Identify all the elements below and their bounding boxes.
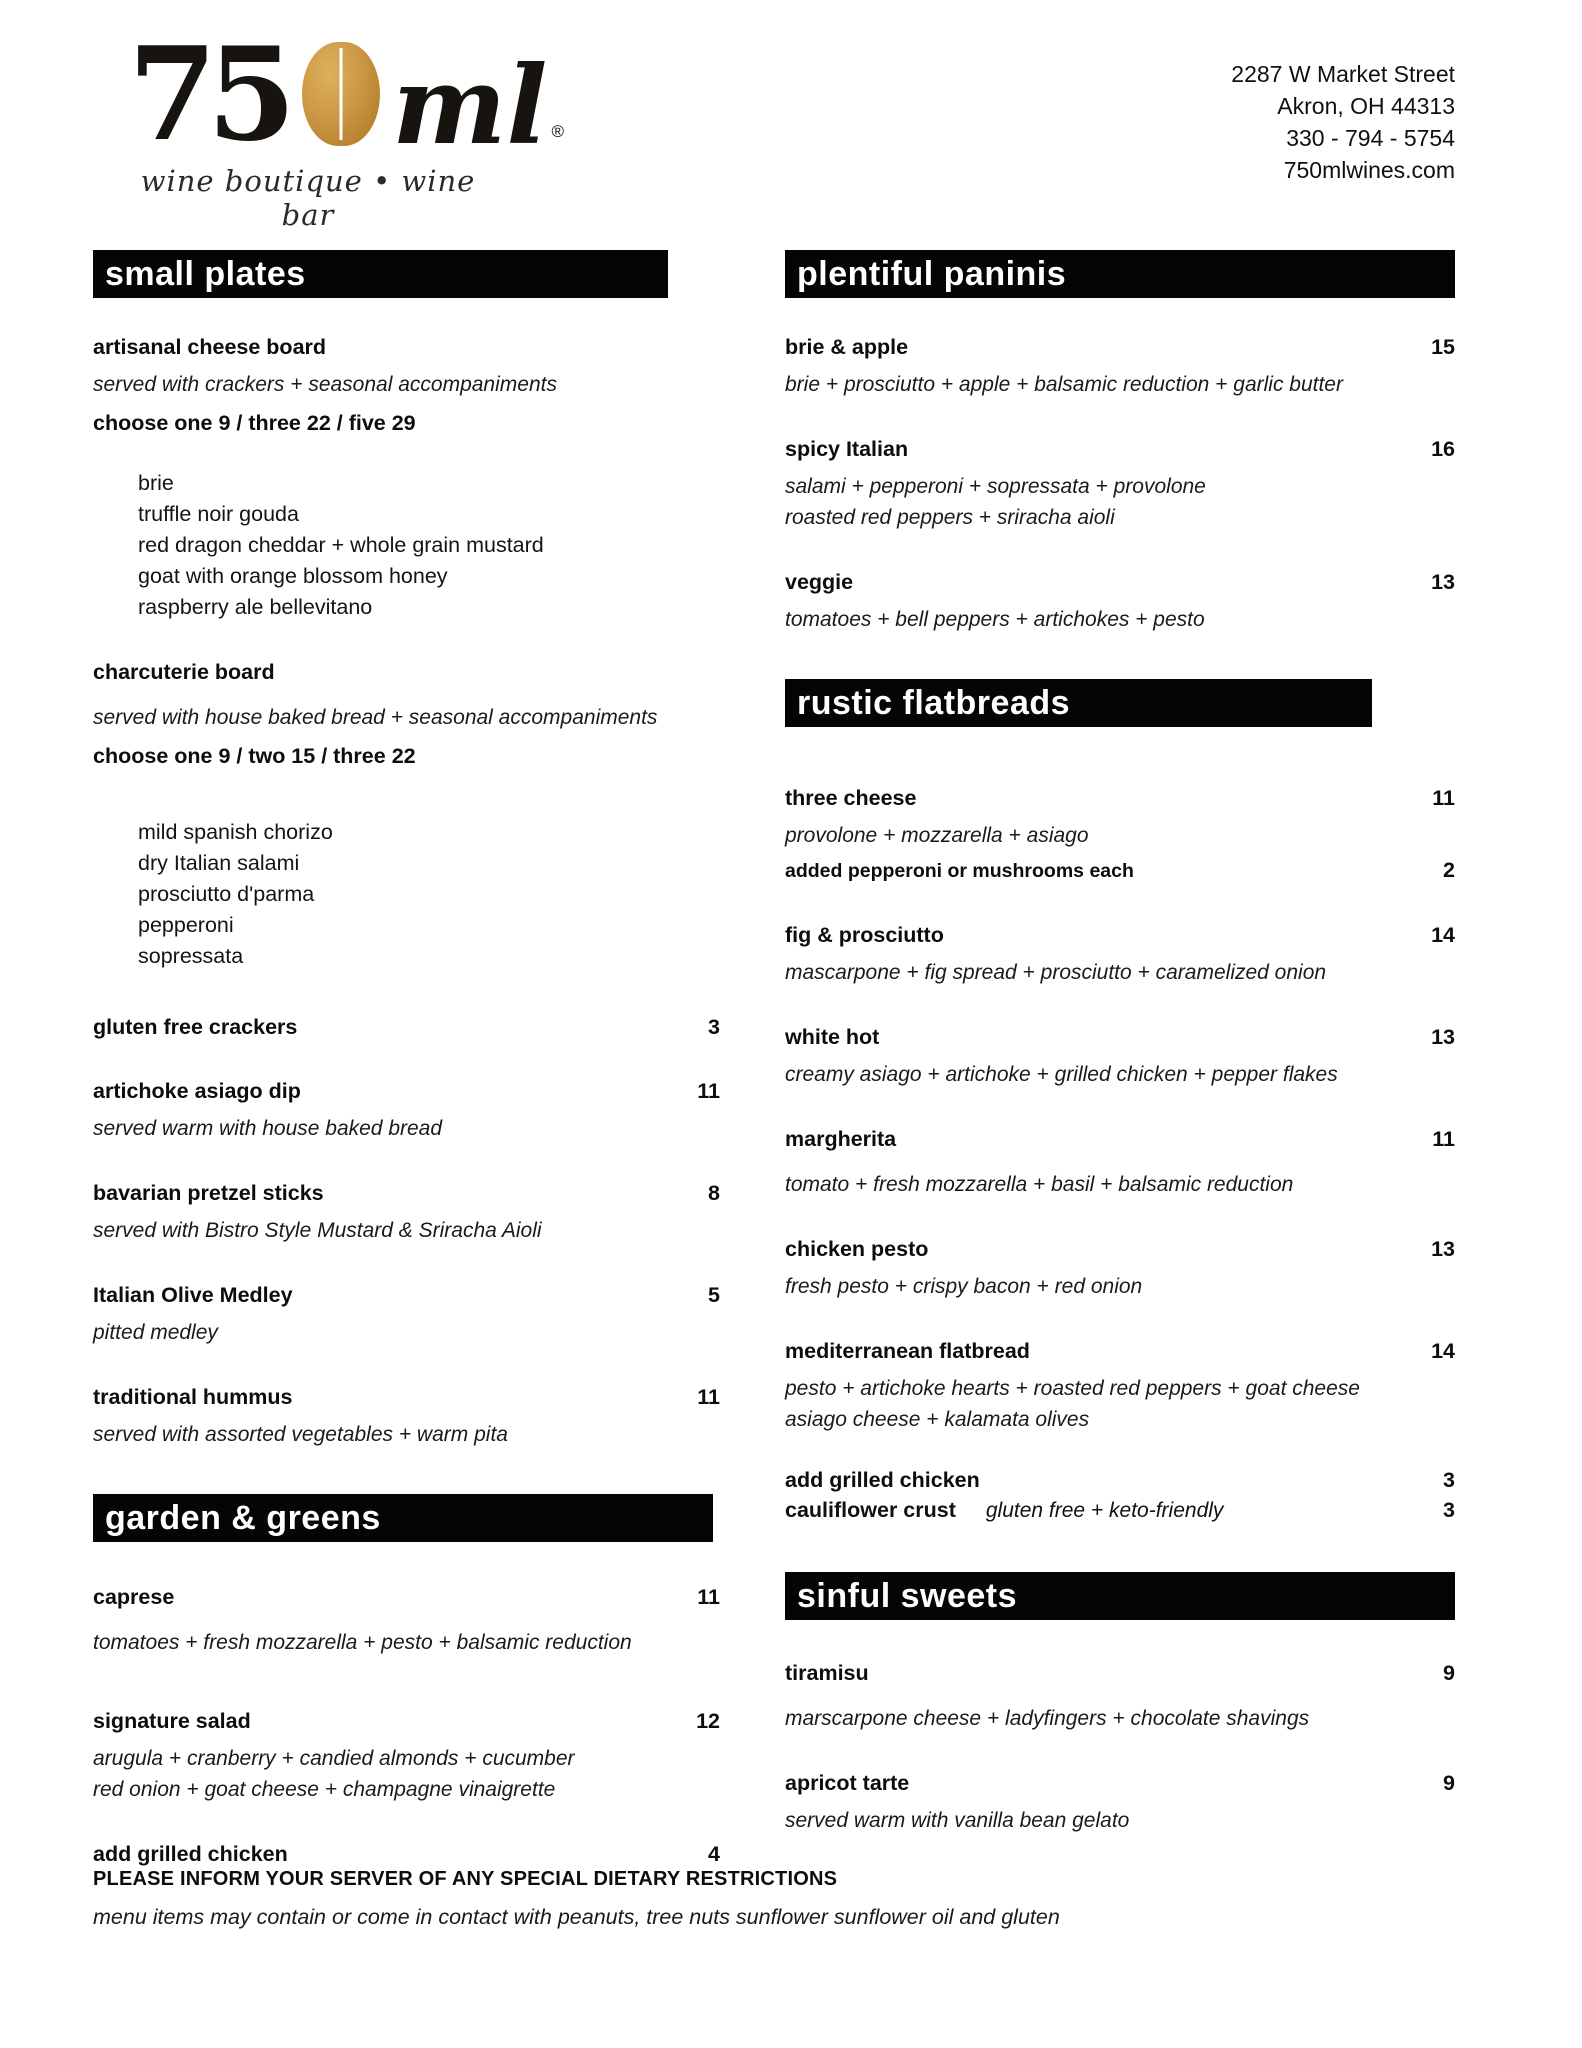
item-price: 11 [697, 1385, 720, 1409]
item-price: 16 [1431, 437, 1455, 461]
item-head [785, 1768, 1455, 1798]
address-line-city: Akron, OH 44313 [1277, 93, 1455, 119]
item-desc: provolone + mozzarella + asiago [785, 824, 1089, 847]
list-item: pepperoni [138, 913, 234, 937]
menu-item-artichoke-asiago-dip [93, 1076, 720, 1144]
menu-item-mediterranean-flatbread [785, 1336, 1455, 1435]
menu-item-veggie [785, 567, 1455, 635]
item-desc: tomatoes + fresh mozzarella + pesto + balsamic reduction [93, 1631, 632, 1654]
dietary-notice: PLEASE INFORM YOUR SERVER OF ANY SPECIAL DIETARY RESTRICTIONS [93, 1868, 838, 1890]
item-desc: served with crackers + seasonal accompaniments [93, 373, 557, 396]
item-price: 11 [697, 1079, 720, 1103]
logo-row [128, 20, 564, 171]
item-price: 14 [1431, 923, 1455, 947]
list-item: truffle noir gouda [138, 502, 299, 526]
item-name: cauliflower crust [785, 1498, 956, 1522]
menu-item-artisanal-cheese-board [93, 332, 720, 623]
item-name: artisanal cheese board [93, 335, 327, 359]
menu-item-add-grilled-chicken-salad [93, 1839, 720, 1869]
item-desc: fresh pesto + crispy bacon + red onion [785, 1275, 1143, 1298]
item-head [93, 1839, 720, 1869]
charcuterie-options-list [93, 817, 720, 972]
item-name: tiramisu [785, 1661, 869, 1685]
item-head [785, 1336, 1455, 1366]
item-price: 9 [1443, 1661, 1455, 1685]
item-addon [785, 855, 1455, 886]
item-name: artichoke asiago dip [93, 1079, 301, 1103]
address-line-website: 750mlwines.com [1283, 157, 1455, 183]
item-name: fig & prosciutto [785, 923, 944, 947]
item-desc: arugula + cranberry + candied almonds + cucumber [93, 1747, 575, 1770]
item-head [785, 1234, 1455, 1264]
item-head [785, 1465, 1455, 1495]
item-head [93, 1012, 720, 1042]
item-name: white hot [785, 1025, 880, 1049]
item-price: 11 [697, 1585, 720, 1609]
item-price: 9 [1443, 1771, 1455, 1795]
item-desc: pesto + artichoke hearts + roasted red peppers + goat cheese [785, 1377, 1360, 1400]
item-desc: brie + prosciutto + apple + balsamic reduction + garlic butter [785, 373, 1343, 396]
item-name: three cheese [785, 786, 917, 810]
item-desc: asiago cheese + kalamata olives [785, 1408, 1090, 1431]
item-price: 13 [1431, 570, 1455, 594]
menu-item-cauliflower-crust [785, 1495, 1455, 1526]
item-desc: served warm with house baked bread [93, 1117, 443, 1140]
section-title-rustic-flatbreads: rustic flatbreads [785, 679, 1372, 727]
menu-item-traditional-hummus [93, 1382, 720, 1450]
item-name: add grilled chicken [785, 1468, 980, 1492]
item-desc: served with house baked bread + seasonal accompaniments [93, 706, 658, 729]
item-desc: tomato + fresh mozzarella + basil + balsamic reduction [785, 1173, 1294, 1196]
menu-item-signature-salad [93, 1706, 720, 1805]
item-name: add grilled chicken [93, 1842, 288, 1866]
item-name: Italian Olive Medley [93, 1283, 293, 1307]
menu-item-tiramisu [785, 1658, 1455, 1734]
item-desc: creamy asiago + artichoke + grilled chicken + pepper flakes [785, 1063, 1338, 1086]
item-price: 14 [1431, 1339, 1455, 1363]
item-head [93, 1178, 720, 1208]
item-head [785, 434, 1455, 464]
menu-item-fig-prosciutto [785, 920, 1455, 988]
item-head [785, 783, 1455, 813]
item-name: apricot tarte [785, 1771, 910, 1795]
item-head [785, 1124, 1455, 1154]
item-desc: served with Bistro Style Mustard & Sriracha Aioli [93, 1219, 542, 1242]
item-desc: red onion + goat cheese + champagne vinaigrette [93, 1778, 556, 1801]
right-column [785, 250, 1455, 1836]
menu-item-charcuterie-board [93, 657, 720, 972]
cheese-options-list [93, 468, 720, 623]
menu-item-margherita [785, 1124, 1455, 1200]
address-line-phone: 330 - 794 - 5754 [1286, 125, 1455, 151]
item-price: 5 [708, 1283, 720, 1307]
item-price: 15 [1431, 335, 1455, 359]
item-price: 4 [708, 1842, 720, 1866]
item-price: 3 [708, 1015, 720, 1039]
section-title-plentiful-paninis: plentiful paninis [785, 250, 1455, 298]
item-price: 3 [1443, 1468, 1455, 1492]
list-item: raspberry ale bellevitano [138, 595, 373, 619]
item-price: 12 [696, 1709, 720, 1733]
list-item: mild spanish chorizo [138, 820, 333, 844]
list-item: goat with orange blossom honey [138, 564, 448, 588]
item-price: 11 [1432, 786, 1455, 810]
item-name: bavarian pretzel sticks [93, 1181, 324, 1205]
brand-logo [128, 20, 564, 232]
item-name: signature salad [93, 1709, 251, 1733]
item-desc: mascarpone + fig spread + prosciutto + caramelized onion [785, 961, 1327, 984]
item-price: 8 [708, 1181, 720, 1205]
item-price: 13 [1431, 1025, 1455, 1049]
item-name: gluten free crackers [93, 1015, 298, 1039]
menu-item-apricot-tarte [785, 1768, 1455, 1836]
item-desc: marscarpone cheese + ladyfingers + chocolate shavings [785, 1707, 1310, 1730]
item-head [785, 1022, 1455, 1052]
item-head [785, 1658, 1455, 1688]
menu-item-spicy-italian [785, 434, 1455, 533]
item-desc: served warm with vanilla bean gelato [785, 1809, 1130, 1832]
menu-item-chicken-pesto [785, 1234, 1455, 1302]
section-title-garden-greens: garden & greens [93, 1494, 713, 1542]
item-desc: roasted red peppers + sriracha aioli [785, 506, 1115, 529]
menu-item-gluten-free-crackers [93, 1012, 720, 1042]
item-name: margherita [785, 1127, 897, 1151]
item-price: 11 [1432, 1127, 1455, 1151]
item-head [93, 657, 720, 687]
addon-label: added pepperoni or mushrooms each [785, 860, 1134, 882]
item-head [785, 920, 1455, 950]
item-head [93, 1382, 720, 1412]
addon-price: 2 [1443, 858, 1455, 882]
item-head [93, 1582, 720, 1612]
cork-icon [302, 42, 380, 146]
list-item: dry Italian salami [138, 851, 300, 875]
item-price: 13 [1431, 1237, 1455, 1261]
registered-mark: ® [551, 122, 564, 141]
left-column [93, 250, 720, 1869]
item-name: brie & apple [785, 335, 909, 359]
item-name: chicken pesto [785, 1237, 929, 1261]
menu-item-add-grilled-chicken-flatbread [785, 1465, 1455, 1495]
item-head [785, 567, 1455, 597]
section-title-sinful-sweets: sinful sweets [785, 1572, 1455, 1620]
menu-item-bavarian-pretzel-sticks [93, 1178, 720, 1246]
item-head [93, 332, 720, 362]
item-desc: served with assorted vegetables + warm pita [93, 1423, 508, 1446]
item-name: mediterranean flatbread [785, 1339, 1030, 1363]
menu-item-italian-olive-medley [93, 1280, 720, 1348]
section-title-small-plates: small plates [93, 250, 668, 298]
item-choose-pricing: choose one 9 / two 15 / three 22 [93, 744, 416, 768]
item-desc: pitted medley [93, 1321, 218, 1344]
item-name: spicy Italian [785, 437, 909, 461]
item-name: traditional hummus [93, 1385, 293, 1409]
item-name: veggie [785, 570, 854, 594]
item-note: gluten free + keto-friendly [985, 1499, 1224, 1522]
item-choose-pricing: choose one 9 / three 22 / five 29 [93, 411, 416, 435]
item-name: charcuterie board [93, 660, 275, 684]
brand-tagline: wine boutique • wine bar [140, 164, 476, 232]
address-line-street: 2287 W Market Street [1231, 61, 1455, 87]
item-name: caprese [93, 1585, 175, 1609]
logo-ml-text: ml [392, 42, 548, 169]
menu-item-caprese [93, 1582, 720, 1658]
address-block [1231, 58, 1455, 186]
logo-75-text: 75 [128, 20, 287, 171]
item-head [93, 1280, 720, 1310]
list-item: prosciutto d'parma [138, 882, 315, 906]
item-price: 3 [1443, 1498, 1455, 1522]
item-desc: salami + pepperoni + sopressata + provolone [785, 475, 1206, 498]
footer [93, 1868, 1193, 1930]
item-desc: tomatoes + bell peppers + artichokes + pesto [785, 608, 1205, 631]
menu-item-brie-apple [785, 332, 1455, 400]
list-item: sopressata [138, 944, 244, 968]
item-head [93, 1706, 720, 1736]
list-item: red dragon cheddar + whole grain mustard [138, 533, 544, 557]
item-head [785, 1495, 1455, 1526]
allergen-notice: menu items may contain or come in contact with peanuts, tree nuts sunflower sunflower oil and gluten [93, 1905, 1060, 1929]
list-item: brie [138, 471, 174, 495]
item-head [785, 332, 1455, 362]
menu-item-three-cheese [785, 783, 1455, 886]
menu-item-white-hot [785, 1022, 1455, 1090]
item-head [93, 1076, 720, 1106]
